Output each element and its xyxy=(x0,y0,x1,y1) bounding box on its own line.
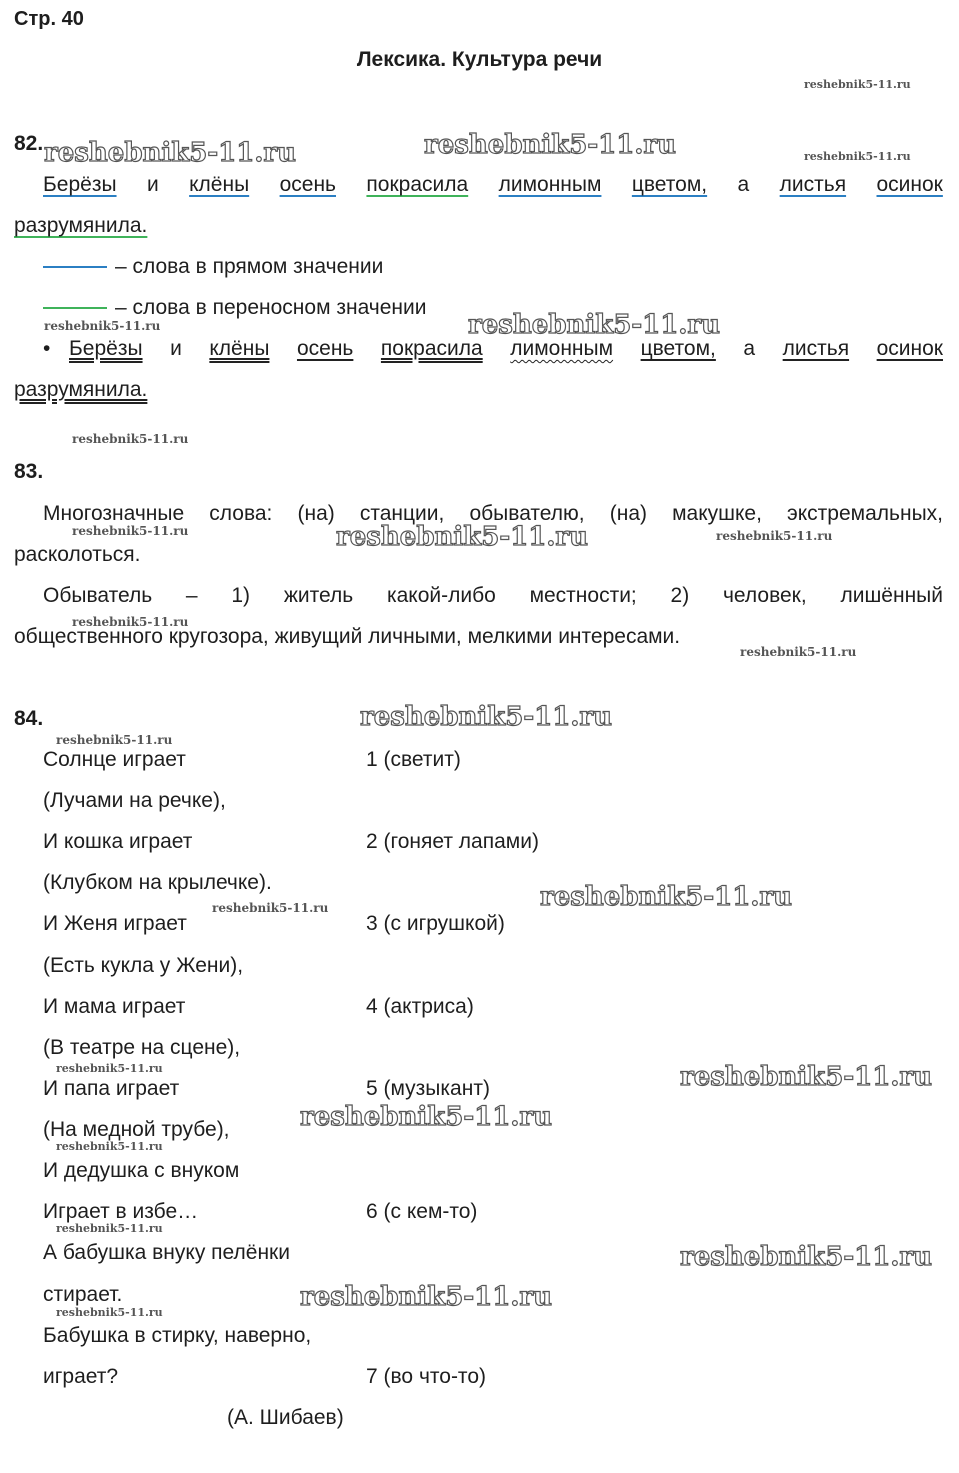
word: экстремальных, xyxy=(787,502,943,525)
poem-line: Играет в избе… xyxy=(43,1200,199,1223)
word: местности; xyxy=(529,584,637,607)
word: и xyxy=(170,337,182,360)
word: разрумянила. xyxy=(14,214,148,237)
watermark: reshebnik5-11.ru xyxy=(468,310,721,340)
word: – xyxy=(185,584,198,607)
exercise-84-number: 84. xyxy=(14,707,44,730)
poem-line: (В театре на сцене), xyxy=(43,1036,241,1059)
watermark: reshebnik5-11.ru xyxy=(56,1306,163,1319)
exercise-82-number: 82. xyxy=(14,132,44,155)
word: клёны xyxy=(189,173,250,196)
ex83-p1-line2: расколоться. xyxy=(14,543,141,566)
poem-line: И папа играет xyxy=(43,1077,180,1100)
watermark: reshebnik5-11.ru xyxy=(56,1222,163,1235)
meaning-item: 7 (во что-то) xyxy=(366,1365,486,1388)
meaning-item: 2 (гоняет лапами) xyxy=(366,830,539,853)
watermark: reshebnik5-11.ru xyxy=(740,645,857,659)
word: Берёзы xyxy=(43,173,117,196)
word: лимонным xyxy=(498,173,602,196)
word: клёны xyxy=(209,337,270,360)
ex82-sentence-line1 xyxy=(43,173,943,197)
word: осень xyxy=(296,337,354,360)
word: (на) xyxy=(297,502,335,525)
meaning-item: 6 (с кем-то) xyxy=(366,1200,478,1223)
word: макушке, xyxy=(672,502,762,525)
poem-line: (Клубком на крылечке). xyxy=(43,871,272,894)
poem-line: играет? xyxy=(43,1365,119,1388)
word: (на) xyxy=(609,502,647,525)
word: цветом, xyxy=(640,337,716,360)
legend-figurative-text: – слова в переносном значении xyxy=(115,296,427,319)
poem-line: (Есть кукла у Жени), xyxy=(43,954,244,977)
word: и xyxy=(146,173,159,196)
ex82-answer-line2 xyxy=(14,378,147,402)
page-title: Лексика. Культура речи xyxy=(356,48,603,71)
watermark: reshebnik5-11.ru xyxy=(56,733,173,747)
meaning-item: 3 (с игрушкой) xyxy=(366,912,505,935)
watermark: reshebnik5-11.ru xyxy=(300,1282,553,1312)
word: покрасила xyxy=(380,337,483,360)
watermark: reshebnik5-11.ru xyxy=(424,130,677,160)
word: а xyxy=(737,173,750,196)
page-number: Стр. 40 xyxy=(14,8,84,30)
word: житель xyxy=(283,584,354,607)
watermark: reshebnik5-11.ru xyxy=(56,1062,163,1075)
word: 1) xyxy=(231,584,251,607)
word: обывателю, xyxy=(469,502,585,525)
legend-direct-text: – слова в прямом значении xyxy=(115,255,384,278)
word: цветом, xyxy=(631,173,708,196)
poem-author: (А. Шибаев) xyxy=(227,1406,344,1429)
watermark: reshebnik5-11.ru xyxy=(540,882,793,912)
poem-line: (На медной трубе), xyxy=(43,1118,230,1141)
watermark: reshebnik5-11.ru xyxy=(336,522,589,552)
word: листья xyxy=(782,337,850,360)
watermark: reshebnik5-11.ru xyxy=(44,138,297,168)
watermark: reshebnik5-11.ru xyxy=(716,529,833,543)
word: Берёзы xyxy=(69,337,143,360)
meaning-item: 5 (музыкант) xyxy=(366,1077,490,1100)
word: разрумянила. xyxy=(14,378,148,401)
ex82-sentence-line2 xyxy=(14,214,147,238)
word: осень xyxy=(279,173,336,196)
poem-line: А бабушка внуку пелёнки xyxy=(43,1241,290,1264)
poem-line: Бабушка в стирку, наверно, xyxy=(43,1324,312,1347)
exercise-83-number: 83. xyxy=(14,460,44,483)
word: Многозначные xyxy=(43,502,185,525)
poem-line: И мама играет xyxy=(43,995,186,1018)
meaning-item: 1 (светит) xyxy=(366,748,461,771)
word: станции, xyxy=(359,502,445,525)
green-underline-sample xyxy=(43,307,107,309)
watermark: reshebnik5-11.ru xyxy=(212,901,329,915)
watermark: reshebnik5-11.ru xyxy=(44,319,161,333)
blue-underline-sample xyxy=(43,266,107,268)
poem-line: Солнце играет xyxy=(43,748,186,771)
watermark: reshebnik5-11.ru xyxy=(72,432,189,446)
watermark: reshebnik5-11.ru xyxy=(804,150,911,163)
watermark: reshebnik5-11.ru xyxy=(72,615,189,629)
ex83-p2-line1 xyxy=(43,584,943,608)
word: осинок xyxy=(876,173,943,196)
poem-line: И кошка играет xyxy=(43,830,193,853)
word: а xyxy=(743,337,756,360)
word: какой-либо xyxy=(386,584,496,607)
word: листья xyxy=(779,173,847,196)
word: покрасила xyxy=(366,173,469,196)
word: осинок xyxy=(876,337,943,360)
word: человек, xyxy=(722,584,807,607)
poem-line: (Лучами на речке), xyxy=(43,789,226,812)
watermark: reshebnik5-11.ru xyxy=(72,524,189,538)
legend-figurative xyxy=(43,296,426,320)
watermark: reshebnik5-11.ru xyxy=(680,1062,933,1092)
watermark: reshebnik5-11.ru xyxy=(680,1242,933,1272)
poem-line: И дедушка с внуком xyxy=(43,1159,240,1182)
watermark: reshebnik5-11.ru xyxy=(804,78,911,91)
watermark: reshebnik5-11.ru xyxy=(360,702,613,732)
poem-line: стирает. xyxy=(43,1283,123,1306)
word: лишённый xyxy=(840,584,943,607)
ex83-p2-line2: общественного кругозора, живущий личными, мелкими интересами. xyxy=(14,625,681,648)
word: 2) xyxy=(670,584,690,607)
word: Обыватель xyxy=(43,584,153,607)
meaning-item: 4 (актриса) xyxy=(366,995,474,1018)
word: слова: xyxy=(209,502,273,525)
watermark: reshebnik5-11.ru xyxy=(300,1102,553,1132)
word: лимонным xyxy=(510,337,614,360)
bullet: • xyxy=(43,337,51,360)
poem-line: И Женя играет xyxy=(43,912,187,935)
watermark: reshebnik5-11.ru xyxy=(56,1140,163,1153)
legend-direct xyxy=(43,255,383,279)
ex82-answer-line1 xyxy=(69,337,943,361)
